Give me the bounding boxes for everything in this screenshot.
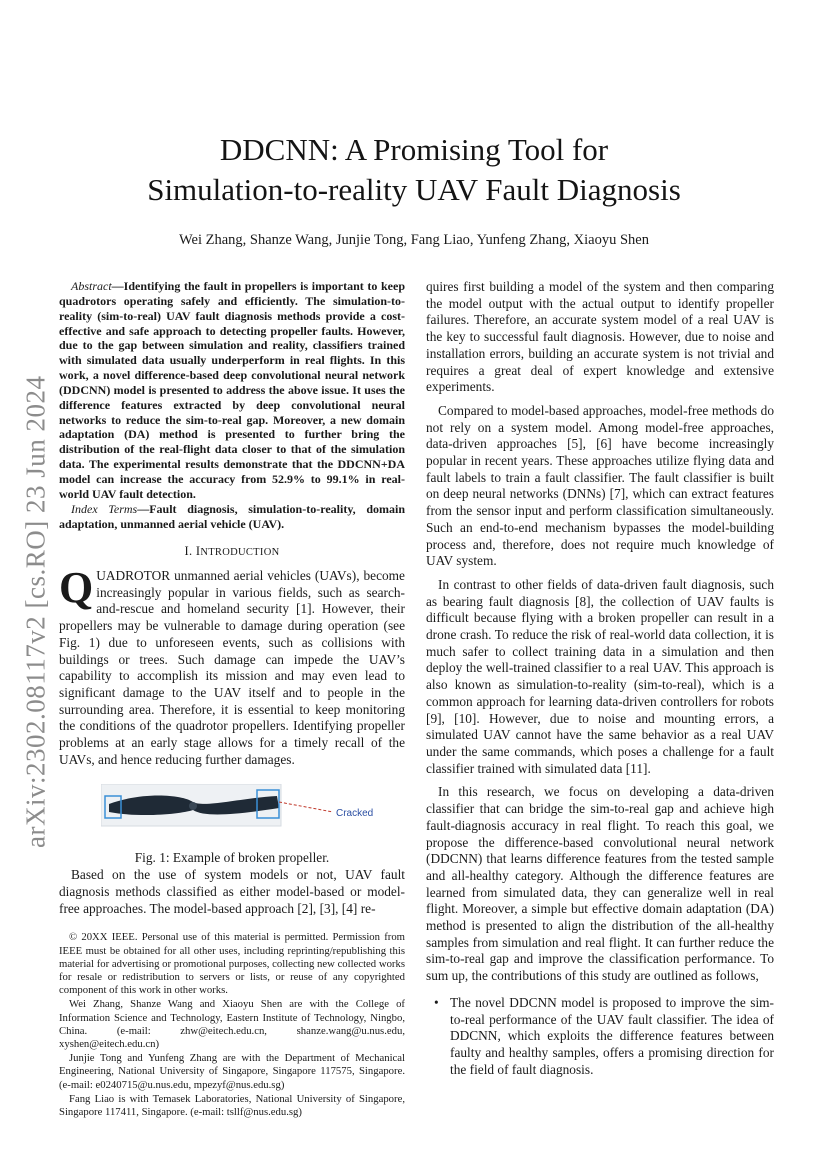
author-list: Wei Zhang, Shanze Wang, Junjie Tong, Fang Liao, Yunfeng Zhang, Xiaoyu Shen <box>179 232 649 248</box>
affiliation-1: Wei Zhang, Shanze Wang and Xiaoyu Shen are with the College of Information Science and Technology, Eastern Institute of Technology, Ningbo, China. (e-mail: zhw@eitech.edu.cn, shanze.wang@u.nus.edu, xyshen@eitech.edu.cn) <box>59 998 405 1050</box>
propeller-image <box>101 784 361 830</box>
section-title-rest: NTRODUCTION <box>200 547 280 559</box>
copyright-notice: © 20XX IEEE. Personal use of this material is permitted. Permission from IEEE must be obtained for all other uses, including reprinting/republishing this material for advertising or promotional purposes, collecting new collected works for resale or redistribution to servers or lists, or reuse of any copyrighted component of this work in other works. <box>59 931 405 997</box>
affiliation-2: Junjie Tong and Yunfeng Zhang are with the Department of Mechanical Engineering, National University of Singapore, Singapore 117575, Singapore. (e-mail: e0240715@u.nus.edu, mpezyf@nus.edu.sg) <box>59 1052 405 1091</box>
figure-1 <box>59 782 405 846</box>
intro-text: unmanned aerial vehicles (UAVs), become increasingly popular in various fields, such as search-and-rescue and homeland security [1]. However, their propellers may be vulnerable to damage during operation (see Fig. 1) due to unforeseen events, such as collisions with buildings or trees. Such damage can impede the UAV’s capability to accomplish its mission and may even lead to significant damage to the UAV itself and to people in the surrounding area. Therefore, it is essential to keep monitoring the conditions of the quadrotor propellers. Identifying propeller problems at an early stage allows for a timely recall of the UAVs, and hence reducing further damages. <box>59 568 405 767</box>
right-column <box>426 279 774 1078</box>
paragraph-model-free: Compared to model-based approaches, model-free methods do not rely on a system model. Among model-free approaches, data-driven approaches [5], [6] have become increasingly popular in recent years. These approaches utilize flying data and fault labels to train a fault classifier. The fault classifier is built on deep neural networks (DNNs) [7], which can extract features from the sensor input and perform classification simultaneously. Such an end-to-end mechanism bypasses the model-building process and, therefore, does not require much knowledge of UAV system. <box>426 402 774 569</box>
section-heading-introduction <box>59 543 405 562</box>
paragraph-continued: quires first building a model of the system and then comparing the model output with the actual output to identify propeller failures. Therefore, an accurate system model of a real UAV is the key to successful fault diagnosis. However, due to noise and installation errors, building an accurate system is not trivial and requires a great deal of expert knowledge and extensive experiments. <box>426 279 774 395</box>
paper-title <box>0 130 828 210</box>
abstract-text: —Identifying the fault in propellers is important to keep quadrotors operating safely and efficiently. The simulation-to-reality (sim-to-real) UAV fault diagnosis methods provide a cost-effective and safe approach to detecting propeller faults. However, due to the gap between simulation and reality, classifiers trained with simulated data usually underperform in real flights. In this work, a novel difference-based deep convolutional neural network (DDCNN) model is presented to address the above issue. It uses the difference features extracted by deep convolutional neural networks to reduce the sim-to-real gap. Moreover, a new domain adaptation (DA) method is presented to further bring the distribution of the real-flight data closer to that of the simulation data. The experimental results demonstrate that the DDCNN+DA model can increase the accuracy from 52.9% to 99.1% in real-world UAV fault detection. <box>59 279 405 501</box>
title-line-2: Simulation-to-reality UAV Fault Diagnosis <box>147 172 681 207</box>
abstract-label: Abstract <box>71 279 112 293</box>
title-line-1: DDCNN: A Promising Tool for <box>219 132 609 167</box>
section-numeral: I. <box>184 544 196 559</box>
index-terms <box>59 502 405 532</box>
index-terms-label: Index Terms <box>71 501 138 516</box>
drop-cap: Q <box>59 563 94 613</box>
index-terms-text: —Fault diagnosis, simulation-to-reality, domain adaptation, unmanned aerial vehicle (UAV). <box>59 501 405 531</box>
abstract <box>59 279 405 502</box>
left-column <box>59 279 405 1120</box>
contributions-list <box>426 995 774 1079</box>
section-initial: I <box>195 544 201 559</box>
intro-paragraph <box>59 563 405 768</box>
figure-caption: Fig. 1: Example of broken propeller. <box>134 850 330 866</box>
figure-annotation-cracked: Cracked <box>336 808 374 820</box>
arxiv-identifier: arXiv:2302.08117v2 [cs.RO] 23 Jun 2024 <box>20 375 51 849</box>
paragraph-sim-to-real: In contrast to other fields of data-driven fault diagnosis, such as bearing fault diagnosis [8], the collection of UAV faults is difficult because flying with a broken propeller can result in a drone crash. To reduce the risk of real-world data collection, it is much safer to collect training data in a simulation and then deploy the well-trained classifier to a real UAV. This approach is also known as simulation-to-reality (sim-to-real), which is a common approach for learning data-driven controllers for robots [9], [10]. However, due to noise and mounting errors, a simulated UAV cannot have the same behavior as a real UAV under the same commands, which poses a challenge for a fault classifier trained with simulated data [11]. <box>426 576 774 776</box>
footnotes <box>59 931 405 1119</box>
paragraph-research-focus: In this research, we focus on developing a data-driven classifier that can bridge the sim-to-real gap and achieve high fault-diagnosis accuracy in real flight. To reach this goal, we propose the difference-based convolutional neural network (DDCNN) that learns difference features from the tested sample and all-healthy category. Although the difference features are learned from simulated data, they can generalize well in real flight. Moreover, a simple but effective domain adaptation (DA) method is presented to align the distribution of the all-healthy samples from simulation and real flight. It can further reduce the sim-to-real gap and improve the classification performance. To sum up, the contributions of this study are outlined as follows, <box>426 784 774 984</box>
contribution-item: • The novel DDCNN model is proposed to improve the sim-to-real performance of the UAV fault classifier. The idea of DDCNN, which exploits the difference features between faulty and healthy samples, offers a promising direction for the field of fault diagnosis. <box>426 995 774 1079</box>
paragraph-model-approaches: Based on the use of system models or not, UAV fault diagnosis methods classified as either model-based or model-free approaches. The model-based approach [2], [3], [4] re- <box>59 867 405 916</box>
affiliation-3: Fang Liao is with Temasek Laboratories, National University of Singapore, Singapore 117411, Singapore. (e-mail: tsllf@nus.edu.sg) <box>59 1092 405 1118</box>
intro-first-word: UADROTOR <box>96 568 171 584</box>
